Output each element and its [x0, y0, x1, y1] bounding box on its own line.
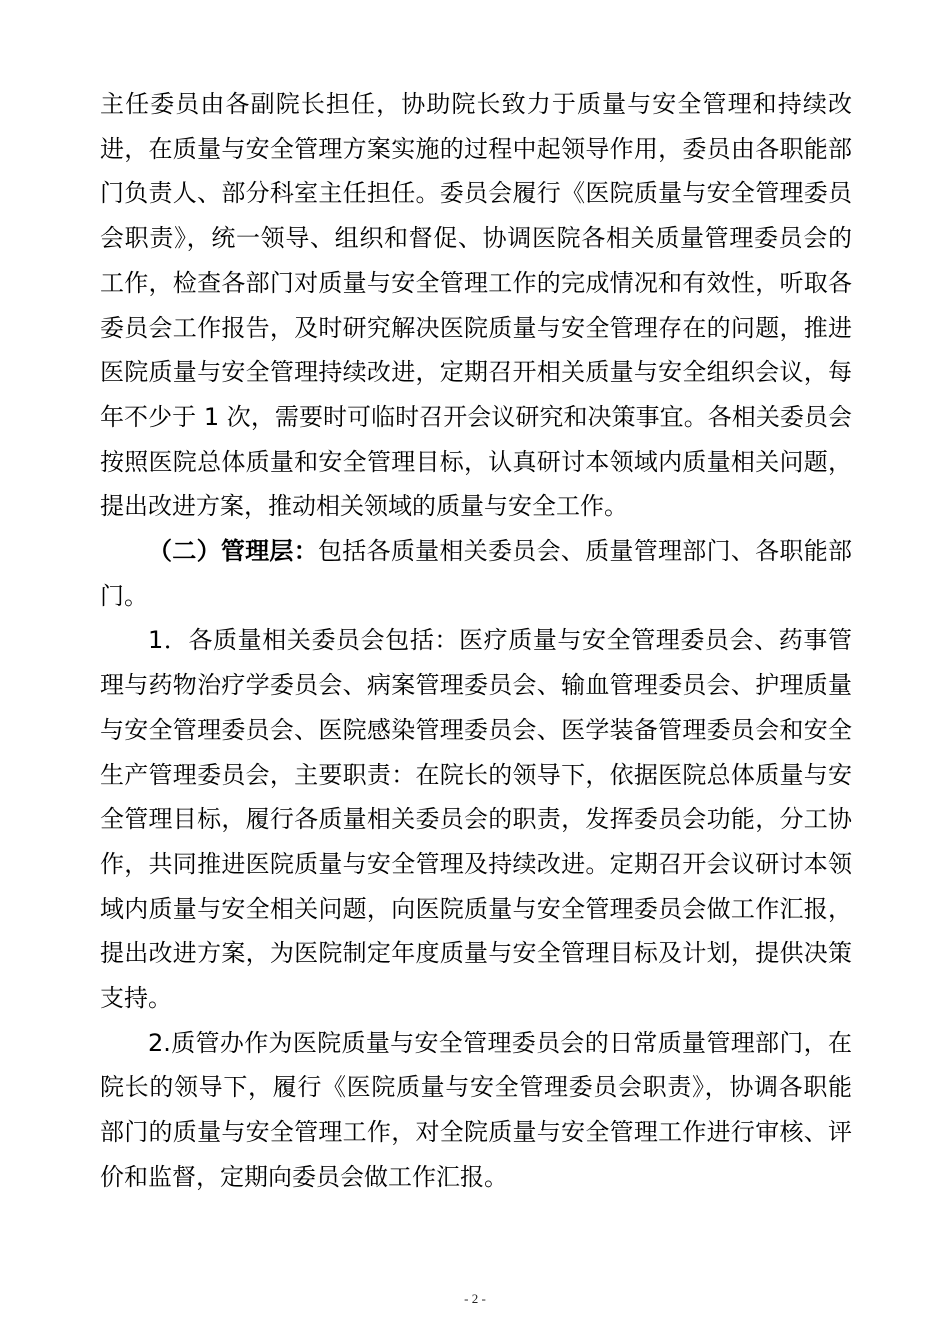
section-heading-management-layer: （二）管理层：: [148, 537, 318, 566]
page-number: - 2 -: [464, 1291, 486, 1306]
paragraph-management-layer: [100, 529, 852, 618]
paragraph-quality-committees: 1．各质量相关委员会包括：医疗质量与安全管理委员会、药事管理与药物治疗学委员会、病案管理委员会、输血管理委员会、护理质量与安全管理委员会、医院感染管理委员会、医学装备管理委员会和安全生产管理委员会，主要职责：在院长的领导下，依据医院总体质量与安全管理目标，履行各质量相关委员会的职责，发挥委员会功能，分工协作，共同推进医院质量与安全管理及持续改进。定期召开会议研讨本领域内质量与安全相关问题，向医院质量与安全管理委员会做工作汇报，提出改进方案，为医院制定年度质量与安全管理目标及计划，提供决策支持。: [100, 626, 852, 1013]
document-body: [100, 82, 852, 1200]
management-layer-text: 包括各质量相关委员会、质量管理部门、各职能部门。: [100, 537, 852, 610]
paragraph-quality-office: 2.质管办作为医院质量与安全管理委员会的日常质量管理部门，在院长的领导下，履行《医院质量与安全管理委员会职责》，协调各职能部门的质量与安全管理工作，对全院质量与安全管理工作进行审核、评价和监督，定期向委员会做工作汇报。: [100, 1028, 852, 1191]
paragraph-committee-duties: 主任委员由各副院长担任，协助院长致力于质量与安全管理和持续改进，在质量与安全管理方案实施的过程中起领导作用，委员由各职能部门负责人、部分科室主任担任。委员会履行《医院质量与安全管理委员会职责》，统一领导、组织和督促、协调医院各相关质量管理委员会的工作，检查各部门对质量与安全管理工作的完成情况和有效性，听取各委员会工作报告，及时研究解决医院质量与安全管理存在的问题，推进医院质量与安全管理持续改进，定期召开相关质量与安全组织会议，每年不少于 1 次，需要时可临时召开会议研究和决策事宜。各相关委员会按照医院总体质量和安全管理目标，认真研讨本领域内质量相关问题，提出改进方案，推动相关领域的质量与安全工作。: [100, 90, 852, 521]
